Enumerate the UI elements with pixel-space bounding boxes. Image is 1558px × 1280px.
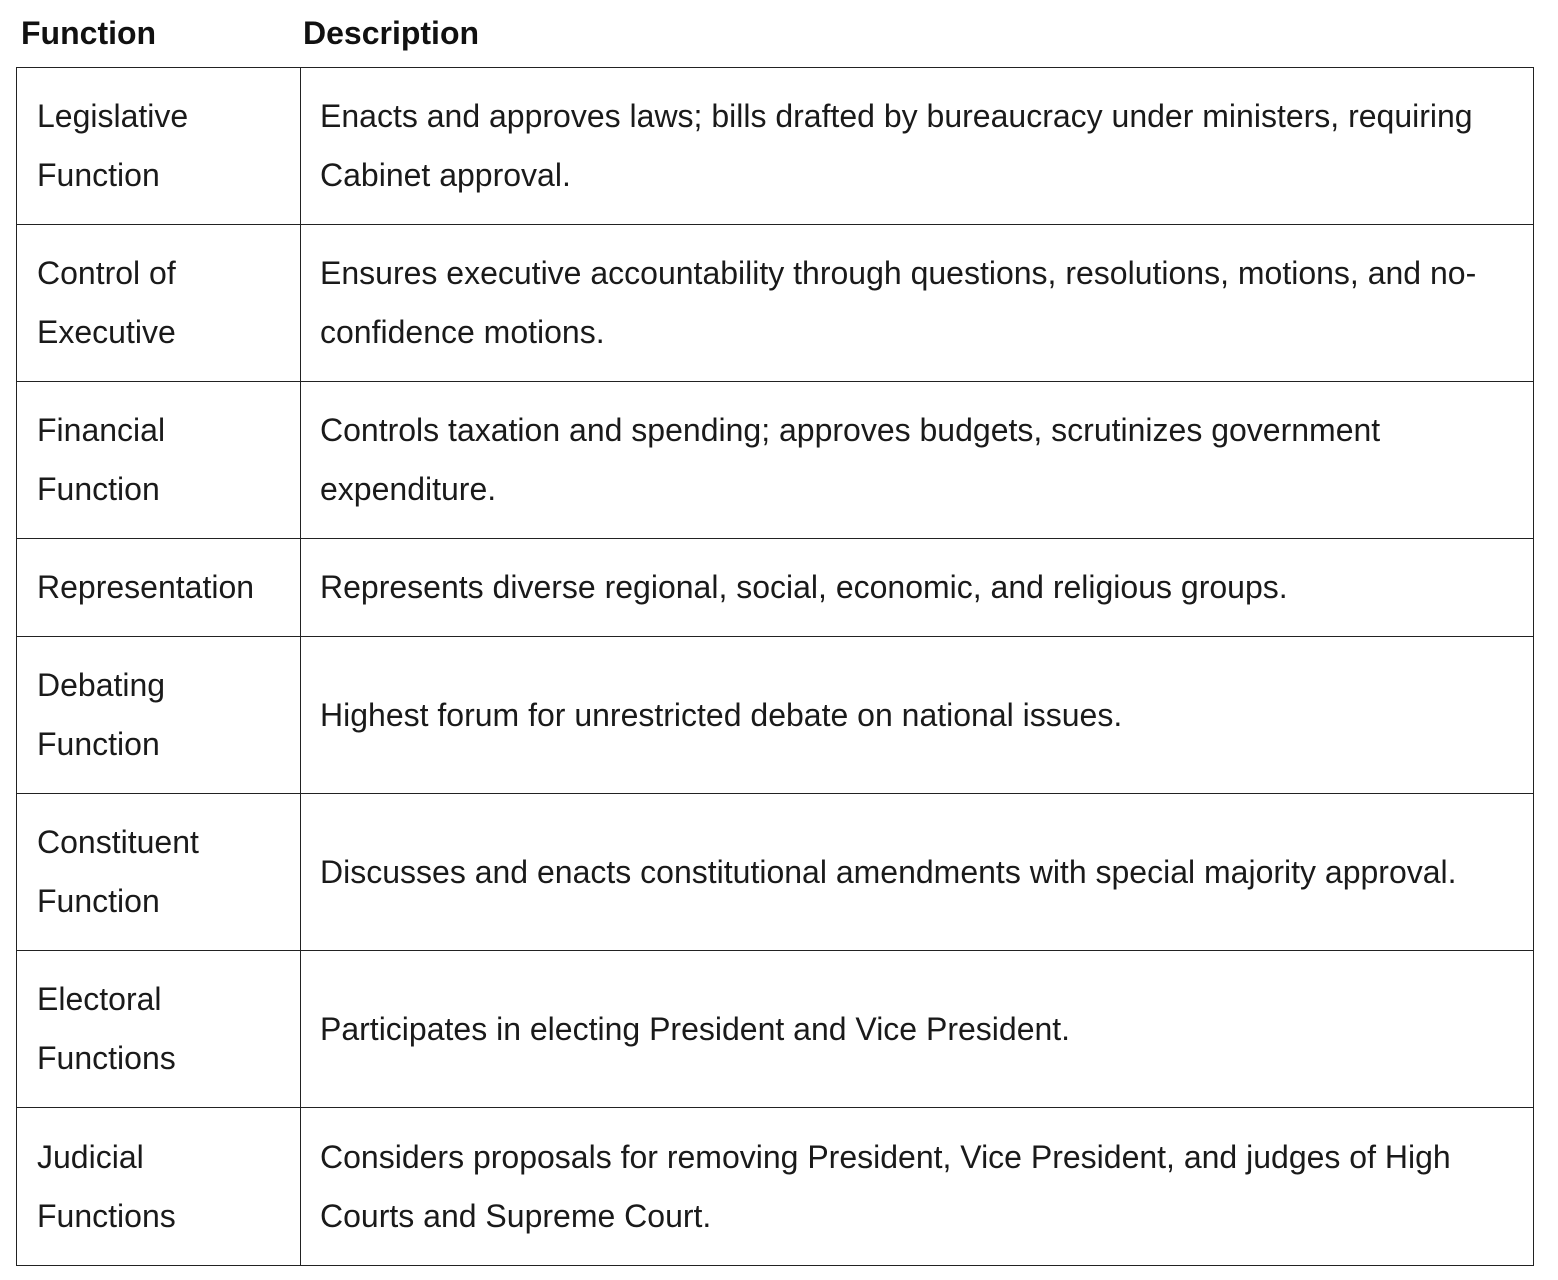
table-row — [17, 1108, 1534, 1266]
table-row — [17, 539, 1534, 637]
function-cell: Judicial Functions — [17, 1108, 301, 1266]
description-cell: Represents diverse regional, social, economic, and religious groups. — [301, 539, 1534, 637]
function-cell: Financial Function — [17, 382, 301, 539]
description-cell: Highest forum for unrestricted debate on national issues. — [301, 637, 1534, 794]
description-cell: Controls taxation and spending; approves budgets, scrutinizes government expenditure. — [301, 382, 1534, 539]
description-cell: Ensures executive accountability through questions, resolutions, motions, and no-confidence motions. — [301, 225, 1534, 382]
description-cell: Considers proposals for removing President, Vice President, and judges of High Courts and Supreme Court. — [301, 1108, 1534, 1266]
table-row — [17, 68, 1534, 225]
table-header — [16, 0, 1534, 67]
function-cell: Electoral Functions — [17, 951, 301, 1108]
description-cell: Participates in electing President and Vice President. — [301, 951, 1534, 1108]
header-description: Description — [303, 15, 480, 51]
function-cell: Control of Executive — [17, 225, 301, 382]
table-row — [17, 794, 1534, 951]
function-cell: Constituent Function — [17, 794, 301, 951]
function-cell: Representation — [17, 539, 301, 637]
table-row — [17, 225, 1534, 382]
description-cell: Discusses and enacts constitutional amendments with special majority approval. — [301, 794, 1534, 951]
description-cell: Enacts and approves laws; bills drafted by bureaucracy under ministers, requiring Cabinet approval. — [301, 68, 1534, 225]
function-cell: Debating Function — [17, 637, 301, 794]
table-row — [17, 637, 1534, 794]
table-row — [17, 951, 1534, 1108]
table-row — [17, 382, 1534, 539]
functions-document — [16, 0, 1534, 1266]
function-cell: Legislative Function — [17, 68, 301, 225]
header-function: Function — [21, 15, 157, 51]
functions-table — [16, 67, 1534, 1266]
